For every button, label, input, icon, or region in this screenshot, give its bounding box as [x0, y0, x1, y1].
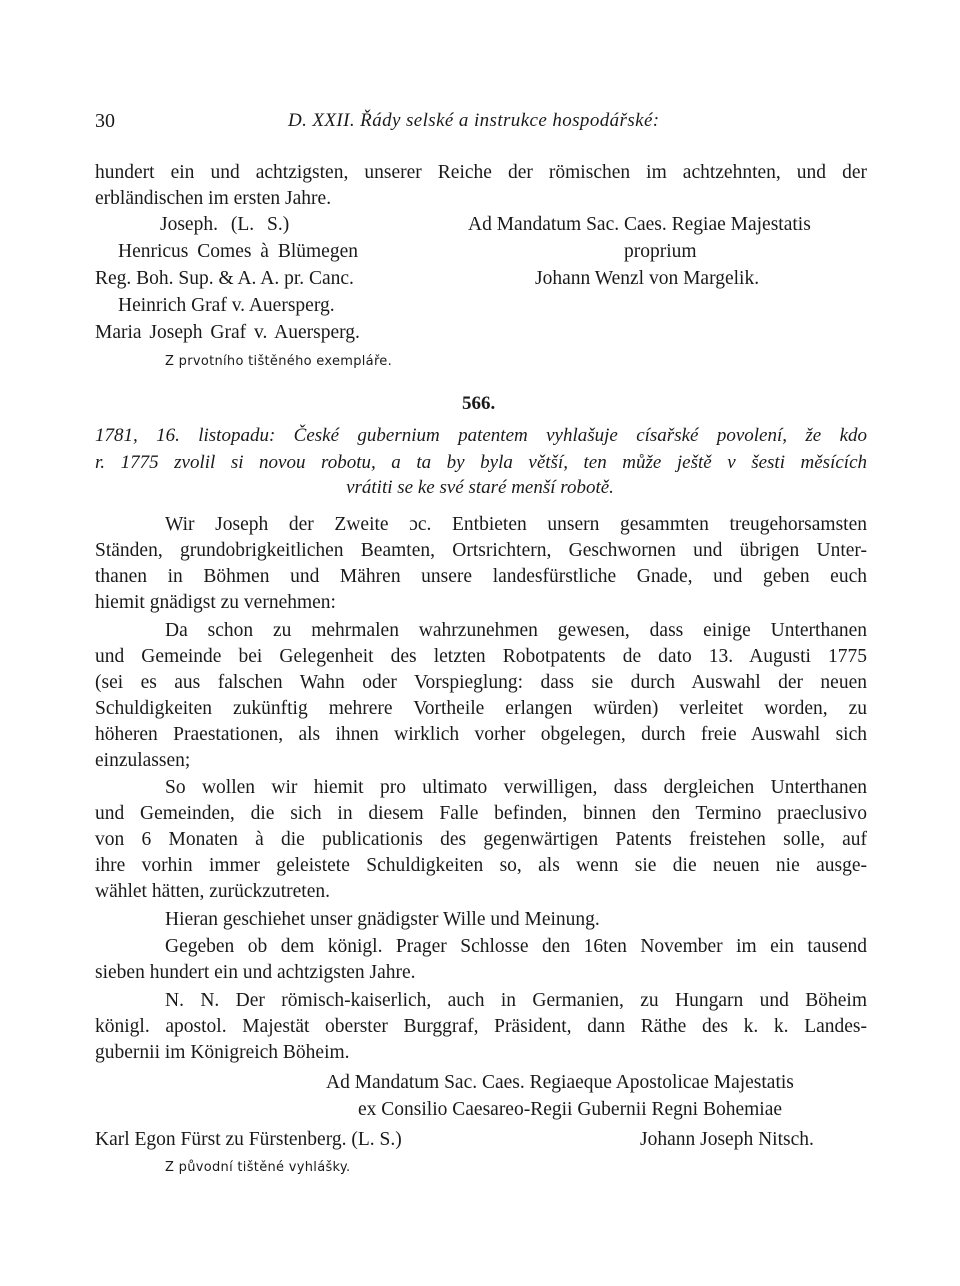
- body-line: und Gemeinde bei Gelegenheit des letzten Robotpatents de dato 13. Augusti 1775: [95, 646, 867, 667]
- body-line: Schuldigkeiten zukünftig mehrere Vortheile erlangen würden) verleitet worden, zu: [95, 698, 867, 719]
- intro-line: erbländischen im ersten Jahre.: [95, 188, 332, 209]
- body-line: sieben hundert ein und achtzigsten Jahre.: [95, 962, 416, 983]
- body-line: höheren Praestationen, als ihnen wirklich vorher obgelegen, durch freie Auswahl sich: [95, 724, 867, 745]
- source-note: Z prvotního tištěného exempláře.: [165, 354, 393, 369]
- signature-left: Maria Joseph Graf v. Auersperg.: [95, 322, 360, 343]
- document-number: 566.: [462, 393, 496, 414]
- summary-line: vrátiti se ke své staré menší robotě.: [346, 477, 614, 498]
- body-line: Da schon zu mehrmalen wahrzunehmen gewesen, dass einige Unterthanen: [165, 620, 867, 641]
- signature-left: Reg. Boh. Sup. & A. A. pr. Canc.: [95, 268, 354, 289]
- body-line: hiemit gnädigst zu vernehmen:: [95, 592, 336, 613]
- body-line: So wollen wir hiemit pro ultimato verwilligen, dass dergleichen Unterthanen: [165, 777, 867, 798]
- intro-line: hundert ein und achtzigsten, unserer Reiche der römischen im achtzehnten, und der: [95, 162, 867, 183]
- body-line: einzulassen;: [95, 750, 191, 771]
- summary-line: r. 1775 zvolil si novou robotu, a ta by byla větší, ten může ještě v šesti měsících: [95, 452, 867, 473]
- body-line: Gegeben ob dem königl. Prager Schlosse den 16ten November im ein tausend: [165, 936, 867, 957]
- body-line: wählet hätten, zurückzutreten.: [95, 881, 330, 902]
- signature-right: proprium: [624, 241, 697, 262]
- body-line: von 6 Monaten à die publicationis des gegenwärtigen Patents freistehen solle, auf: [95, 829, 867, 850]
- body-line: thanen in Böhmen und Mähren unsere landesfürstliche Gnade, und geben euch: [95, 566, 867, 587]
- body-line: N. N. Der römisch-kaiserlich, auch in Germanien, zu Hungarn und Böheim: [165, 990, 867, 1011]
- source-note: Z původní tištěné vyhlášky.: [165, 1160, 351, 1175]
- body-line: Wir Joseph der Zweite ɔc. Entbieten unsern gesammten treugehorsamsten: [165, 514, 867, 535]
- body-line: und Gemeinden, die sich in diesem Falle befinden, binnen den Termino praeclusivo: [95, 803, 867, 824]
- signature-left: Henricus Comes à Blümegen: [118, 241, 358, 262]
- closing-line: Ad Mandatum Sac. Caes. Regiaeque Apostolicae Majestatis: [326, 1072, 794, 1093]
- running-title: D. XXII. Řády selské a instrukce hospodářské:: [288, 110, 660, 131]
- signature-right: Johann Wenzl von Margelik.: [535, 268, 760, 289]
- signature-right: Ad Mandatum Sac. Caes. Regiae Majestatis: [468, 214, 811, 235]
- summary-line: 1781, 16. listopadu: České gubernium patentem vyhlašuje císařské povolení, že kdo: [95, 425, 867, 446]
- signature-left: Joseph. (L. S.): [160, 214, 290, 235]
- body-line: (sei es aus falschen Wahn oder Vorspieglung: dass sie durch Auswahl der neuen: [95, 672, 867, 693]
- signature-left: Heinrich Graf v. Auersperg.: [118, 295, 335, 316]
- page-number: 30: [95, 110, 115, 132]
- body-line: königl. apostol. Majestät oberster Burggraf, Präsident, dann Räthe des k. k. Landes-: [95, 1016, 867, 1037]
- body-line: Ständen, grundobrigkeitlichen Beamten, Ortsrichtern, Geschwornen und übrigen Unter-: [95, 540, 867, 561]
- body-line: Hieran geschiehet unser gnädigster Wille und Meinung.: [165, 909, 600, 930]
- closing-line: ex Consilio Caesareo-Regii Gubernii Regni Bohemiae: [358, 1099, 783, 1120]
- body-line: gubernii im Königreich Böheim.: [95, 1042, 350, 1063]
- body-line: ihre vorhin immer geleistete Schuldigkeiten so, als wenn sie die neuen nie ausge-: [95, 855, 867, 876]
- signature-right: Johann Joseph Nitsch.: [640, 1129, 814, 1150]
- signature-left: Karl Egon Fürst zu Fürstenberg. (L. S.): [95, 1129, 402, 1150]
